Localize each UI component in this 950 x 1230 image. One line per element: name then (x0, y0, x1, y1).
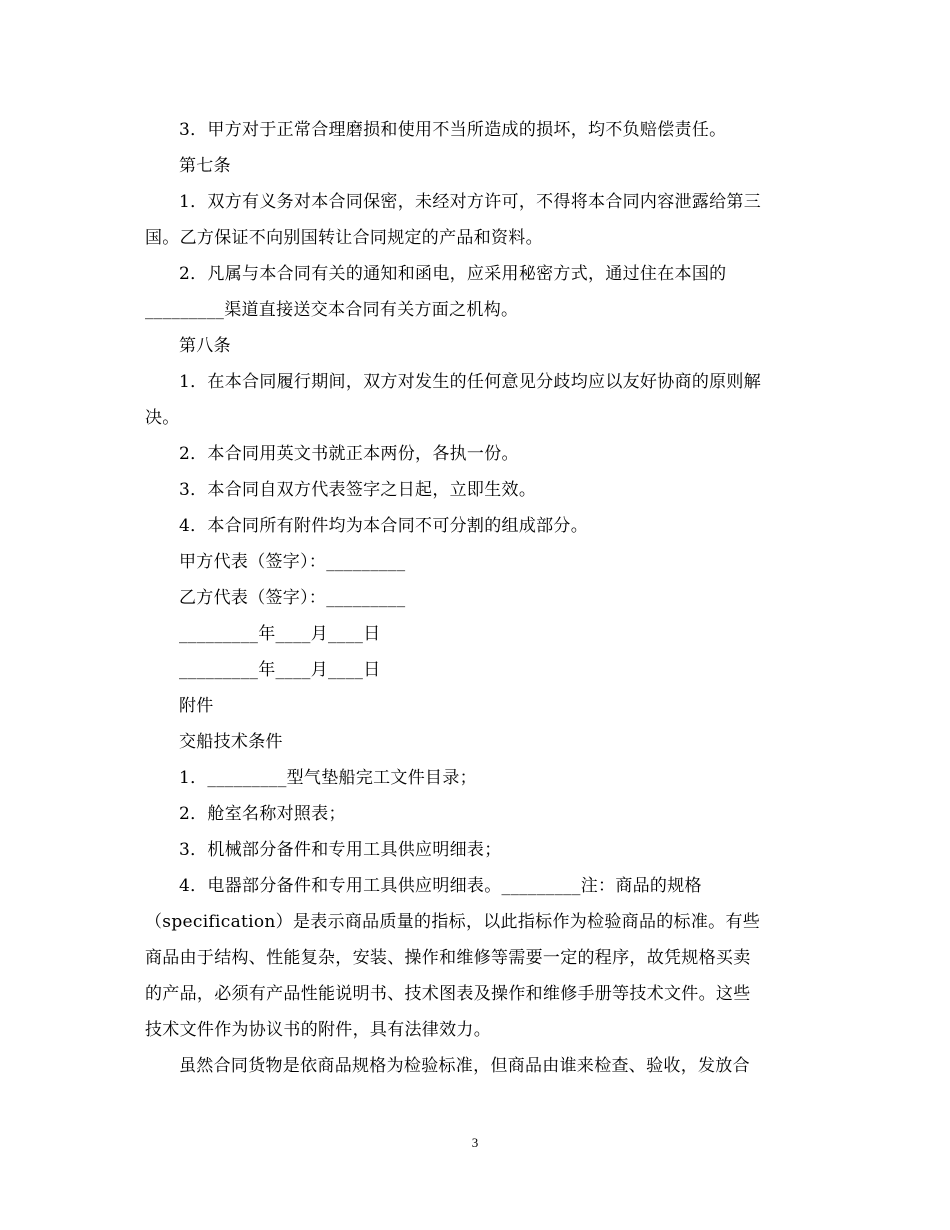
text-line: 的产品，必须有产品性能说明书、技术图表及操作和维修手册等技术文件。这些 (145, 984, 751, 1004)
text-line: _________年____月____日 (179, 624, 381, 644)
text-line: 2．本合同用英文书就正本两份，各执一份。 (179, 444, 519, 464)
text-line: 国。乙方保证不向别国转让合同规定的产品和资料。 (145, 228, 543, 248)
text-line: 1．在本合同履行期间，双方对发生的任何意见分歧均应以友好协商的原则解 (179, 372, 762, 392)
text-line: 虽然合同货物是依商品规格为检验标准，但商品由谁来检查、验收，发放合 (179, 1056, 750, 1076)
text-line: （specification）是表示商品质量的指标，以此指标作为检验商品的标准。有些 (145, 912, 761, 932)
page-number: 3 (471, 1135, 479, 1150)
text-line: 2．凡属与本合同有关的通知和函电，应采用秘密方式，通过住在本国的 (179, 264, 727, 284)
text-line: _________渠道直接送交本合同有关方面之机构。 (145, 300, 519, 320)
text-line: _________年____月____日 (179, 660, 381, 680)
text-line: 第八条 (179, 336, 231, 356)
text-line: 决。 (145, 408, 180, 428)
document-body (145, 112, 807, 1084)
text-line: 4．本合同所有附件均为本合同不可分割的组成部分。 (179, 516, 589, 536)
text-line: 3．机械部分备件和专用工具供应明细表； (179, 840, 502, 860)
text-line: 1．双方有义务对本合同保密，未经对方许可，不得将本合同内容泄露给第三 (179, 192, 762, 212)
text-line: 第七条 (179, 156, 231, 176)
text-line: 商品由于结构、性能复杂，安装、操作和维修等需要一定的程序，故凭规格买卖 (145, 948, 751, 968)
text-line: 甲方代表（签字）：_________ (179, 552, 406, 572)
text-line: 技术文件作为协议书的附件，具有法律效力。 (145, 1020, 491, 1040)
text-line: 1．_________型气垫船完工文件目录； (179, 768, 477, 788)
text-line: 4．电器部分备件和专用工具供应明细表。_________注：商品的规格 (179, 876, 702, 896)
text-line: 乙方代表（签字）：_________ (179, 588, 406, 608)
text-line: 3．甲方对于正常合理磨损和使用不当所造成的损坏，均不负赔偿责任。 (179, 120, 727, 140)
text-line: 交船技术条件 (179, 732, 283, 752)
text-line: 3．本合同自双方代表签字之日起，立即生效。 (179, 480, 537, 500)
text-line: 附件 (179, 696, 214, 716)
text-line: 2．舱室名称对照表； (179, 804, 346, 824)
